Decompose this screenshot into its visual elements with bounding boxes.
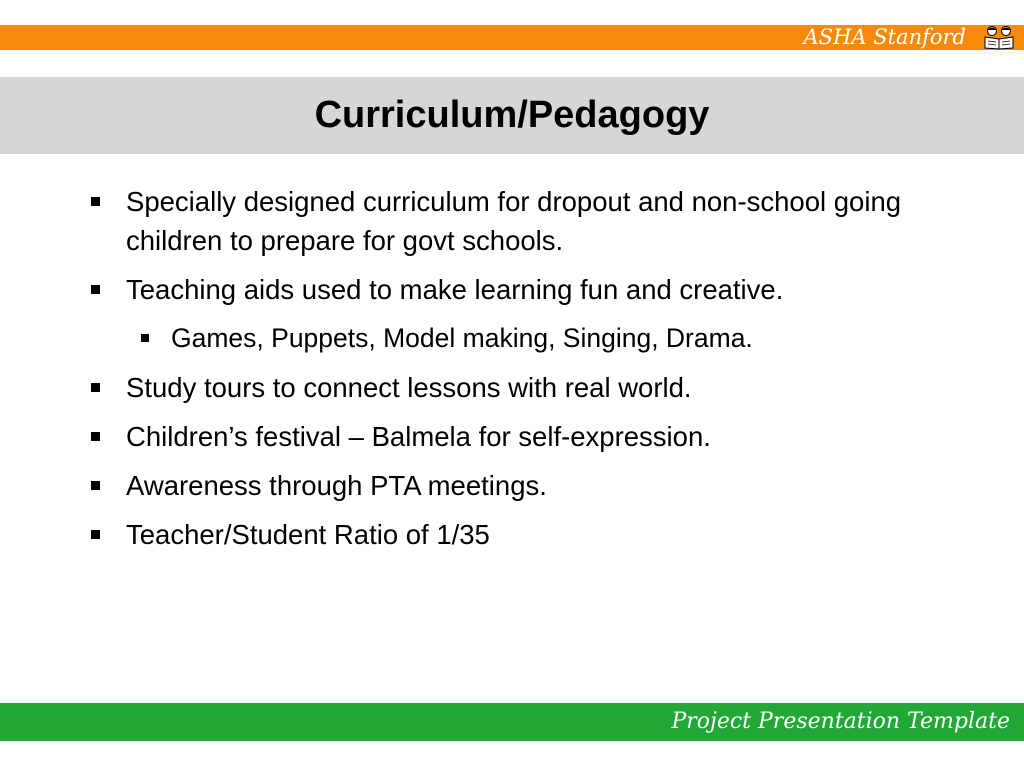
- sub-bullet-item: [0, 319, 1024, 358]
- page-title: Curriculum/Pedagogy: [314, 94, 710, 136]
- footer-bar: [0, 703, 1024, 741]
- bullet-square-icon: [91, 383, 100, 392]
- bullet-square-icon: [91, 432, 100, 441]
- bullet-square-icon: [91, 197, 100, 206]
- bullet-item: [0, 182, 1024, 260]
- bullet-square-icon: [91, 481, 100, 490]
- bullet-item: [0, 515, 1024, 554]
- brand-name: ASHA Stanford: [803, 25, 966, 49]
- bullet-item: [0, 466, 1024, 505]
- bullet-item: [0, 270, 1024, 309]
- bullet-text: Teacher/Student Ratio of 1/35: [126, 519, 490, 550]
- footer-label: Project Presentation Template: [671, 709, 1010, 734]
- bullet-square-icon: [141, 334, 149, 342]
- bullet-item: [0, 417, 1024, 456]
- bullet-text: Specially designed curriculum for dropout and non-school going children to prepare for govt schools.: [126, 186, 902, 256]
- bullet-list: [0, 182, 1024, 564]
- bullet-text: Children’s festival – Balmela for self-expression.: [126, 421, 711, 452]
- bullet-text: Teaching aids used to make learning fun and creative.: [126, 274, 784, 305]
- reading-children-logo-icon: [982, 25, 1016, 50]
- bullet-item: [0, 368, 1024, 407]
- bullet-text: Study tours to connect lessons with real world.: [126, 372, 692, 403]
- bullet-square-icon: [91, 285, 100, 294]
- bullet-text: Awareness through PTA meetings.: [126, 470, 547, 501]
- bullet-square-icon: [91, 530, 100, 539]
- header-bar: [0, 25, 1024, 50]
- title-band: [0, 77, 1024, 154]
- bullet-text: Games, Puppets, Model making, Singing, Drama.: [171, 323, 753, 353]
